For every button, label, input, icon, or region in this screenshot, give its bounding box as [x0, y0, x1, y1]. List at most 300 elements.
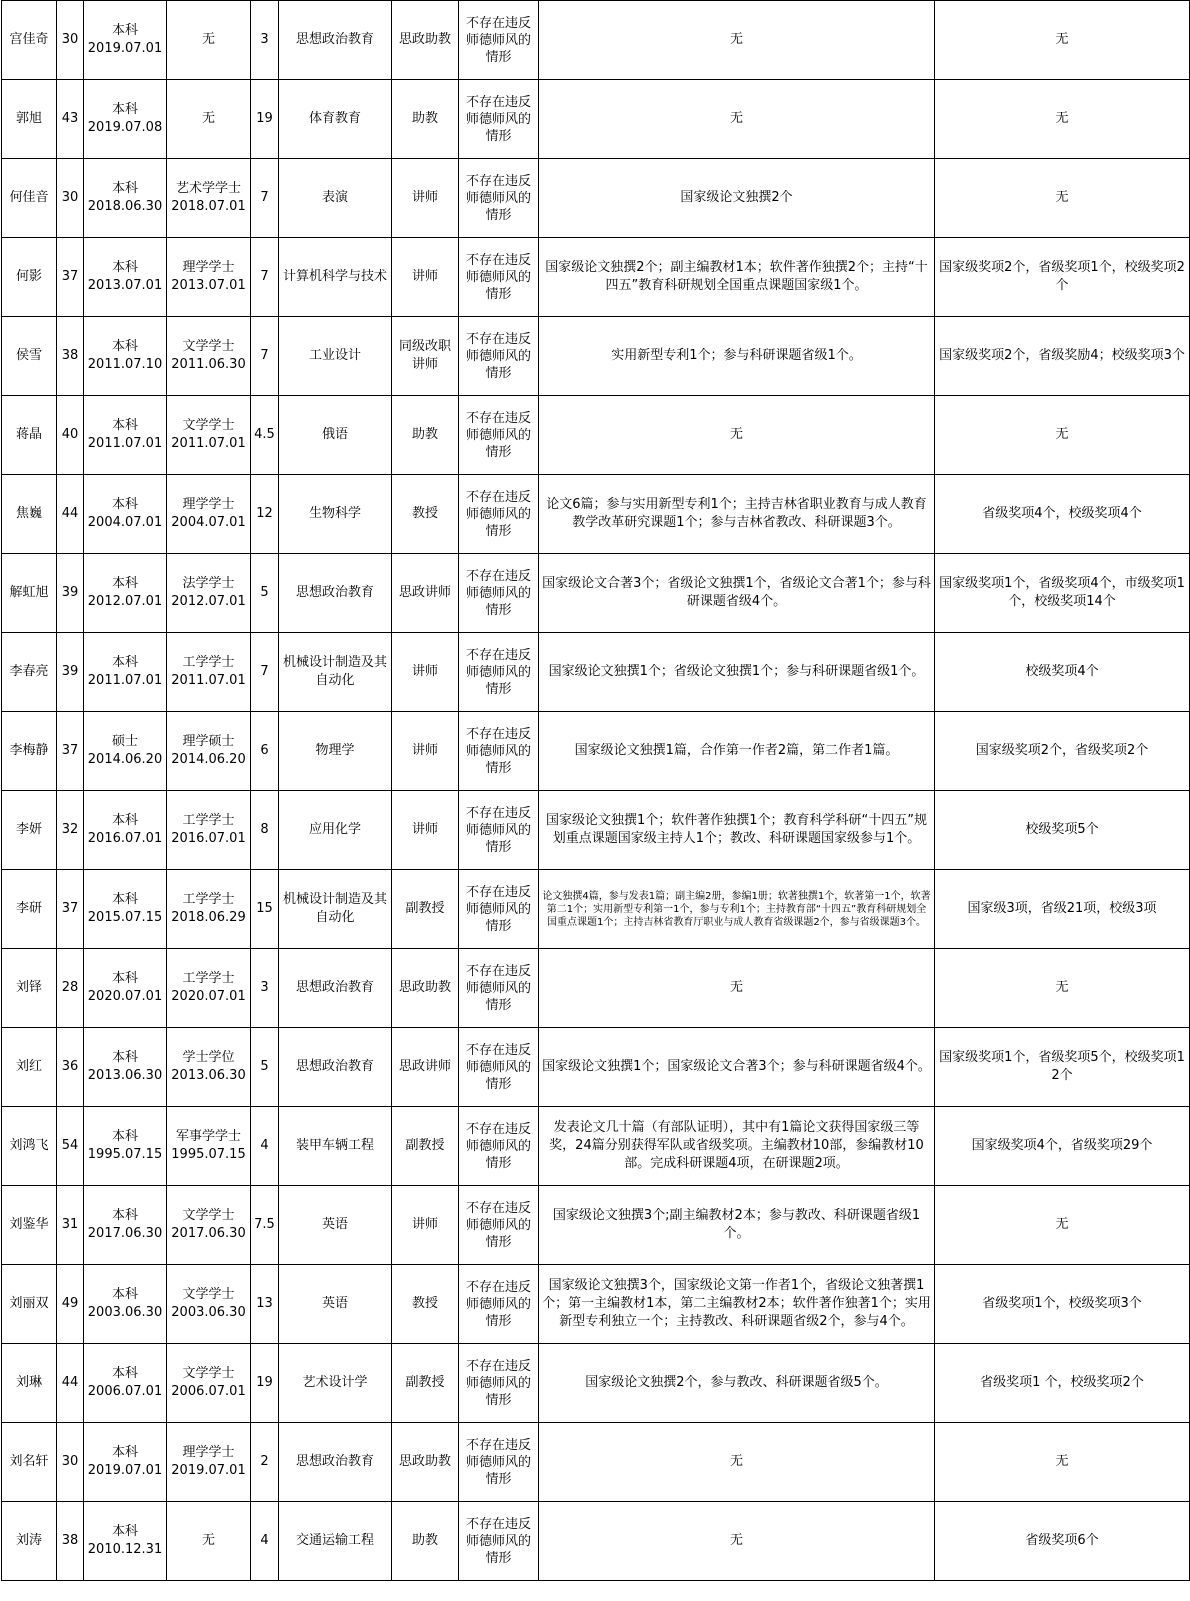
awards-cell [935, 475, 1190, 554]
major-cell [279, 554, 392, 633]
graduation-date: 2020.07.01 [87, 989, 163, 1004]
degree-date: 2006.07.01 [171, 1384, 246, 1399]
major: 装甲车辆工程 [295, 1138, 374, 1153]
title-cell [392, 1502, 459, 1581]
major: 交通运输工程 [295, 1533, 374, 1548]
awards: 国家级奖项2个，省级奖项2个 [975, 743, 1149, 758]
education-cell [84, 791, 167, 870]
age-cell [57, 1265, 84, 1344]
ethics-conduct: 不存在违反师德师风的情形 [465, 331, 531, 381]
name: 郭旭 [15, 111, 42, 126]
major: 思想政治教育 [295, 32, 374, 47]
name: 刘鉴华 [9, 1217, 49, 1232]
education-level: 本科 [111, 1208, 138, 1223]
table-row [2, 870, 1190, 949]
research-achievements: 无 [729, 980, 743, 995]
awards-cell [935, 1265, 1190, 1344]
conduct-cell [459, 870, 539, 949]
major: 计算机科学与技术 [282, 269, 387, 284]
awards: 国家级奖项4个，省级奖项29个 [971, 1138, 1153, 1153]
major-cell [279, 1502, 392, 1581]
table-row [2, 159, 1190, 238]
table-row [2, 1344, 1190, 1423]
title-cell [392, 1344, 459, 1423]
research-achievements: 无 [729, 111, 743, 126]
table-row [2, 80, 1190, 159]
major: 思想政治教育 [295, 585, 374, 600]
major: 生物科学 [308, 506, 361, 521]
teaching-years: 7 [260, 269, 269, 284]
major-cell [279, 712, 392, 791]
teaching-years: 5 [260, 1059, 269, 1074]
name-cell [2, 80, 57, 159]
major-cell [279, 1423, 392, 1502]
job-title: 思政讲师 [398, 1059, 451, 1074]
name: 何佳音 [9, 190, 49, 205]
awards-cell [935, 949, 1190, 1028]
education-level: 本科 [111, 23, 138, 38]
education-cell [84, 1502, 167, 1581]
graduation-date: 2004.07.01 [87, 515, 163, 530]
degree-date: 2018.07.01 [171, 199, 246, 214]
name-cell [2, 949, 57, 1028]
awards-cell [935, 633, 1190, 712]
awards: 无 [1055, 32, 1069, 47]
years-cell [251, 1502, 279, 1581]
education-level: 本科 [111, 892, 138, 907]
conduct-cell [459, 1344, 539, 1423]
table-row [2, 1423, 1190, 1502]
degree-cell [167, 1423, 251, 1502]
degree-date: 2013.06.30 [171, 1068, 246, 1083]
ethics-conduct: 不存在违反师德师风的情形 [465, 15, 531, 65]
table-row [2, 554, 1190, 633]
name: 侯雪 [15, 348, 42, 363]
awards: 校级奖项5个 [1025, 822, 1099, 837]
major-cell [279, 317, 392, 396]
ethics-conduct: 不存在违反师德师风的情形 [465, 252, 531, 302]
name: 李梅静 [9, 743, 49, 758]
ethics-conduct: 不存在违反师德师风的情形 [465, 1279, 531, 1329]
research-cell [539, 712, 935, 791]
awards: 校级奖项4个 [1025, 664, 1099, 679]
conduct-cell [459, 633, 539, 712]
title-cell [392, 1265, 459, 1344]
education-cell [84, 238, 167, 317]
age: 39 [61, 664, 79, 679]
degree: 工学学士 [182, 813, 235, 828]
degree-date: 2011.07.01 [171, 436, 246, 451]
research-achievements: 发表论文几十篇（有部队证明），其中有1篇论文获得国家级三等奖，24篇分别获得军队或省级奖项。主编教材10部，参编教材10部。完成科研课题4项，在研课题2项。 [549, 1120, 924, 1171]
education-cell [84, 475, 167, 554]
name: 解虹旭 [9, 585, 49, 600]
job-title: 助教 [411, 1533, 438, 1548]
conduct-cell [459, 949, 539, 1028]
job-title: 讲师 [411, 664, 438, 679]
awards: 无 [1055, 111, 1069, 126]
research-cell [539, 633, 935, 712]
major: 机械设计制造及其自动化 [282, 892, 387, 925]
name: 李春亮 [9, 664, 49, 679]
major-cell [279, 159, 392, 238]
degree-date: 2014.06.20 [171, 752, 246, 767]
major-cell [279, 870, 392, 949]
conduct-cell [459, 1502, 539, 1581]
ethics-conduct: 不存在违反师德师风的情形 [465, 173, 531, 223]
research-cell [539, 1423, 935, 1502]
education-level: 本科 [111, 1129, 138, 1144]
age-cell [57, 317, 84, 396]
degree-date: 2013.07.01 [171, 278, 246, 293]
years-cell [251, 870, 279, 949]
awards: 省级奖项1个，校级奖项3个 [982, 1296, 1142, 1311]
staff-table [1, 0, 1190, 1581]
awards-cell [935, 396, 1190, 475]
name-cell [2, 1028, 57, 1107]
awards: 国家级3项，省级21项，校级3项 [967, 901, 1157, 916]
teaching-years: 4 [260, 1533, 269, 1548]
table-row [2, 1028, 1190, 1107]
degree-cell [167, 1028, 251, 1107]
ethics-conduct: 不存在违反师德师风的情形 [465, 726, 531, 776]
major: 思想政治教育 [295, 1059, 374, 1074]
job-title: 教授 [411, 506, 438, 521]
degree-cell [167, 396, 251, 475]
age-cell [57, 159, 84, 238]
research-cell [539, 1, 935, 80]
age-cell [57, 475, 84, 554]
major: 应用化学 [308, 822, 361, 837]
degree-date: 2016.07.01 [171, 831, 246, 846]
name: 刘丽双 [9, 1296, 49, 1311]
research-cell [539, 317, 935, 396]
age-cell [57, 1028, 84, 1107]
teaching-years: 4 [260, 1138, 269, 1153]
major-cell [279, 1344, 392, 1423]
conduct-cell [459, 1107, 539, 1186]
ethics-conduct: 不存在违反师德师风的情形 [465, 1042, 531, 1092]
education-cell [84, 1344, 167, 1423]
research-cell [539, 1107, 935, 1186]
research-achievements: 无 [729, 1454, 743, 1469]
major-cell [279, 475, 392, 554]
degree-cell [167, 1, 251, 80]
awards-cell [935, 159, 1190, 238]
ethics-conduct: 不存在违反师德师风的情形 [465, 805, 531, 855]
job-title: 副教授 [405, 1375, 445, 1390]
awards-cell [935, 712, 1190, 791]
research-cell [539, 554, 935, 633]
education-cell [84, 1423, 167, 1502]
awards-cell [935, 870, 1190, 949]
education-cell [84, 317, 167, 396]
research-cell [539, 1502, 935, 1581]
awards-cell [935, 791, 1190, 870]
major-cell [279, 633, 392, 712]
degree: 工学学士 [182, 892, 235, 907]
conduct-cell [459, 1, 539, 80]
research-achievements: 论文6篇；参与实用新型专利1个；主持吉林省职业教育与成人教育教学改革研究课题1个；参与吉林省教改、科研课题3个。 [546, 497, 927, 530]
education-cell [84, 1, 167, 80]
table-row [2, 1186, 1190, 1265]
name-cell [2, 1502, 57, 1581]
degree-cell [167, 1502, 251, 1581]
degree-cell [167, 554, 251, 633]
degree: 学士学位 [182, 1050, 235, 1065]
research-cell [539, 1344, 935, 1423]
degree-cell [167, 1265, 251, 1344]
title-cell [392, 712, 459, 791]
education-cell [84, 1265, 167, 1344]
title-cell [392, 317, 459, 396]
age-cell [57, 1107, 84, 1186]
conduct-cell [459, 396, 539, 475]
title-cell [392, 949, 459, 1028]
degree-cell [167, 159, 251, 238]
name: 李妍 [15, 822, 42, 837]
degree: 理学学士 [182, 497, 235, 512]
name-cell [2, 1107, 57, 1186]
research-cell [539, 396, 935, 475]
name-cell [2, 396, 57, 475]
name-cell [2, 1344, 57, 1423]
years-cell [251, 1028, 279, 1107]
awards: 国家级奖项1个，省级奖项5个，校级奖项12个 [939, 1050, 1185, 1083]
awards-cell [935, 1, 1190, 80]
graduation-date: 2015.07.15 [87, 910, 163, 925]
degree-date: 2003.06.30 [171, 1305, 246, 1320]
research-achievements: 无 [729, 427, 743, 442]
age: 43 [61, 111, 79, 126]
age-cell [57, 712, 84, 791]
degree: 无 [201, 1533, 215, 1548]
degree-cell [167, 80, 251, 159]
awards-cell [935, 1344, 1190, 1423]
name: 刘铎 [15, 980, 42, 995]
table-row [2, 712, 1190, 791]
name-cell [2, 475, 57, 554]
graduation-date: 2011.07.01 [87, 436, 163, 451]
years-cell [251, 1, 279, 80]
degree-date: 2019.07.01 [171, 1463, 246, 1478]
education-level: 本科 [111, 813, 138, 828]
major-cell [279, 949, 392, 1028]
education-level: 本科 [111, 1050, 138, 1065]
education-cell [84, 1186, 167, 1265]
title-cell [392, 396, 459, 475]
awards: 国家级奖项2个，省级奖励4；校级奖项3个 [939, 348, 1185, 363]
teaching-years: 6 [260, 743, 269, 758]
major-cell [279, 1186, 392, 1265]
title-cell [392, 1186, 459, 1265]
name: 刘鸿飞 [9, 1138, 49, 1153]
years-cell [251, 159, 279, 238]
years-cell [251, 1344, 279, 1423]
job-title: 教授 [411, 1296, 438, 1311]
age: 40 [61, 427, 79, 442]
table-row [2, 1502, 1190, 1581]
education-level: 本科 [111, 1445, 138, 1460]
title-cell [392, 554, 459, 633]
degree: 文学学士 [182, 1366, 235, 1381]
table-row [2, 317, 1190, 396]
awards-cell [935, 554, 1190, 633]
education-level: 硕士 [111, 734, 138, 749]
name-cell [2, 554, 57, 633]
research-achievements: 国家级论文独撰1个；软件著作独撰1个；教育科学科研“十四五”规划重点课题国家级主持人1个；教改、科研课题国家级参与1个。 [545, 813, 927, 846]
major: 艺术设计学 [302, 1375, 368, 1390]
job-title: 讲师 [411, 269, 438, 284]
age: 30 [61, 1454, 79, 1469]
education-level: 本科 [111, 260, 138, 275]
conduct-cell [459, 475, 539, 554]
degree: 无 [201, 111, 215, 126]
degree-cell [167, 317, 251, 396]
age-cell [57, 1502, 84, 1581]
awards: 无 [1055, 190, 1069, 205]
degree-date: 2011.07.01 [171, 673, 246, 688]
table-row [2, 475, 1190, 554]
education-cell [84, 80, 167, 159]
research-achievements: 国家级论文独撰2个；副主编教材1本；软件著作独撰2个；主持“十四五”教育科研规划全国重点课题国家级1个。 [545, 260, 928, 293]
graduation-date: 2019.07.01 [87, 1463, 163, 1478]
age-cell [57, 1186, 84, 1265]
conduct-cell [459, 1186, 539, 1265]
title-cell [392, 791, 459, 870]
name: 何影 [15, 269, 42, 284]
ethics-conduct: 不存在违反师德师风的情形 [465, 94, 531, 144]
awards: 无 [1055, 427, 1069, 442]
teaching-years: 3 [260, 32, 269, 47]
years-cell [251, 317, 279, 396]
major-cell [279, 791, 392, 870]
years-cell [251, 949, 279, 1028]
degree-date: 2004.07.01 [171, 515, 246, 530]
age: 32 [61, 822, 79, 837]
education-level: 本科 [111, 1524, 138, 1539]
graduation-date: 2011.07.01 [87, 673, 163, 688]
awards: 无 [1055, 1217, 1069, 1232]
degree: 理学学士 [182, 1445, 235, 1460]
years-cell [251, 633, 279, 712]
age: 38 [61, 1533, 79, 1548]
research-achievements: 国家级论文独撰1篇，合作第一作者2篇，第二作者1篇。 [574, 743, 899, 758]
degree-cell [167, 1107, 251, 1186]
degree-cell [167, 1344, 251, 1423]
graduation-date: 2013.07.01 [87, 278, 163, 293]
job-title: 讲师 [411, 1217, 438, 1232]
degree: 理学学士 [182, 260, 235, 275]
graduation-date: 2019.07.08 [87, 120, 163, 135]
graduation-date: 2006.07.01 [87, 1384, 163, 1399]
education-cell [84, 1028, 167, 1107]
job-title: 讲师 [411, 743, 438, 758]
table-row [2, 1, 1190, 80]
name-cell [2, 159, 57, 238]
education-cell [84, 396, 167, 475]
ethics-conduct: 不存在违反师德师风的情形 [465, 1200, 531, 1250]
research-achievements: 国家级论文独撰3个，国家级论文第一作者1个，省级论文独著撰1个；第一主编教材1本，第二主编教材2本；软件著作独著1个；实用新型专利独立一个；主持教改、科研课题省级2个，参与4个。 [542, 1278, 931, 1329]
years-cell [251, 712, 279, 791]
age: 38 [61, 348, 79, 363]
table-row [2, 791, 1190, 870]
job-title: 讲师 [411, 190, 438, 205]
research-achievements: 无 [729, 32, 743, 47]
age: 44 [61, 506, 79, 521]
name-cell [2, 870, 57, 949]
awards: 省级奖项1 个，校级奖项2个 [980, 1375, 1144, 1390]
research-cell [539, 870, 935, 949]
conduct-cell [459, 80, 539, 159]
title-cell [392, 1028, 459, 1107]
education-level: 本科 [111, 181, 138, 196]
teaching-years: 5 [260, 585, 269, 600]
age: 39 [61, 585, 79, 600]
degree: 理学硕士 [182, 734, 235, 749]
age-cell [57, 949, 84, 1028]
awards: 国家级奖项2个，省级奖项1个，校级奖项2个 [939, 260, 1185, 293]
teaching-years: 2 [260, 1454, 269, 1469]
teaching-years: 8 [260, 822, 269, 837]
education-cell [84, 1107, 167, 1186]
ethics-conduct: 不存在违反师德师风的情形 [465, 1121, 531, 1171]
name-cell [2, 238, 57, 317]
title-cell [392, 159, 459, 238]
years-cell [251, 1186, 279, 1265]
teaching-years: 7 [260, 664, 269, 679]
age: 37 [61, 269, 79, 284]
education-cell [84, 633, 167, 712]
major: 英语 [321, 1217, 348, 1232]
conduct-cell [459, 159, 539, 238]
age-cell [57, 633, 84, 712]
age: 54 [61, 1138, 79, 1153]
table-row [2, 1265, 1190, 1344]
teaching-years: 12 [256, 506, 273, 521]
name: 刘琳 [15, 1375, 42, 1390]
ethics-conduct: 不存在违反师德师风的情形 [465, 1437, 531, 1487]
job-title: 思政讲师 [398, 585, 451, 600]
ethics-conduct: 不存在违反师德师风的情形 [465, 884, 531, 934]
graduation-date: 1995.07.15 [87, 1147, 163, 1162]
age-cell [57, 791, 84, 870]
graduation-date: 2012.07.01 [87, 594, 163, 609]
ethics-conduct: 不存在违反师德师风的情形 [465, 568, 531, 618]
table-row [2, 949, 1190, 1028]
degree-cell [167, 870, 251, 949]
age-cell [57, 870, 84, 949]
name-cell [2, 1423, 57, 1502]
awards: 省级奖项6个 [1025, 1533, 1099, 1548]
awards-cell [935, 1186, 1190, 1265]
table-row [2, 238, 1190, 317]
title-cell [392, 1107, 459, 1186]
awards: 国家级奖项1个，省级奖项4个，市级奖项1个，校级奖项14个 [939, 576, 1185, 609]
awards-cell [935, 1502, 1190, 1581]
age: 36 [61, 1059, 79, 1074]
research-cell [539, 159, 935, 238]
name: 蒋晶 [15, 427, 42, 442]
title-cell [392, 1423, 459, 1502]
name-cell [2, 633, 57, 712]
major: 思想政治教育 [295, 980, 374, 995]
degree-cell [167, 475, 251, 554]
research-achievements: 实用新型专利1个；参与科研课题省级1个。 [611, 348, 862, 363]
conduct-cell [459, 712, 539, 791]
degree: 法学学士 [182, 576, 235, 591]
ethics-conduct: 不存在违反师德师风的情形 [465, 1358, 531, 1408]
major: 英语 [321, 1296, 348, 1311]
